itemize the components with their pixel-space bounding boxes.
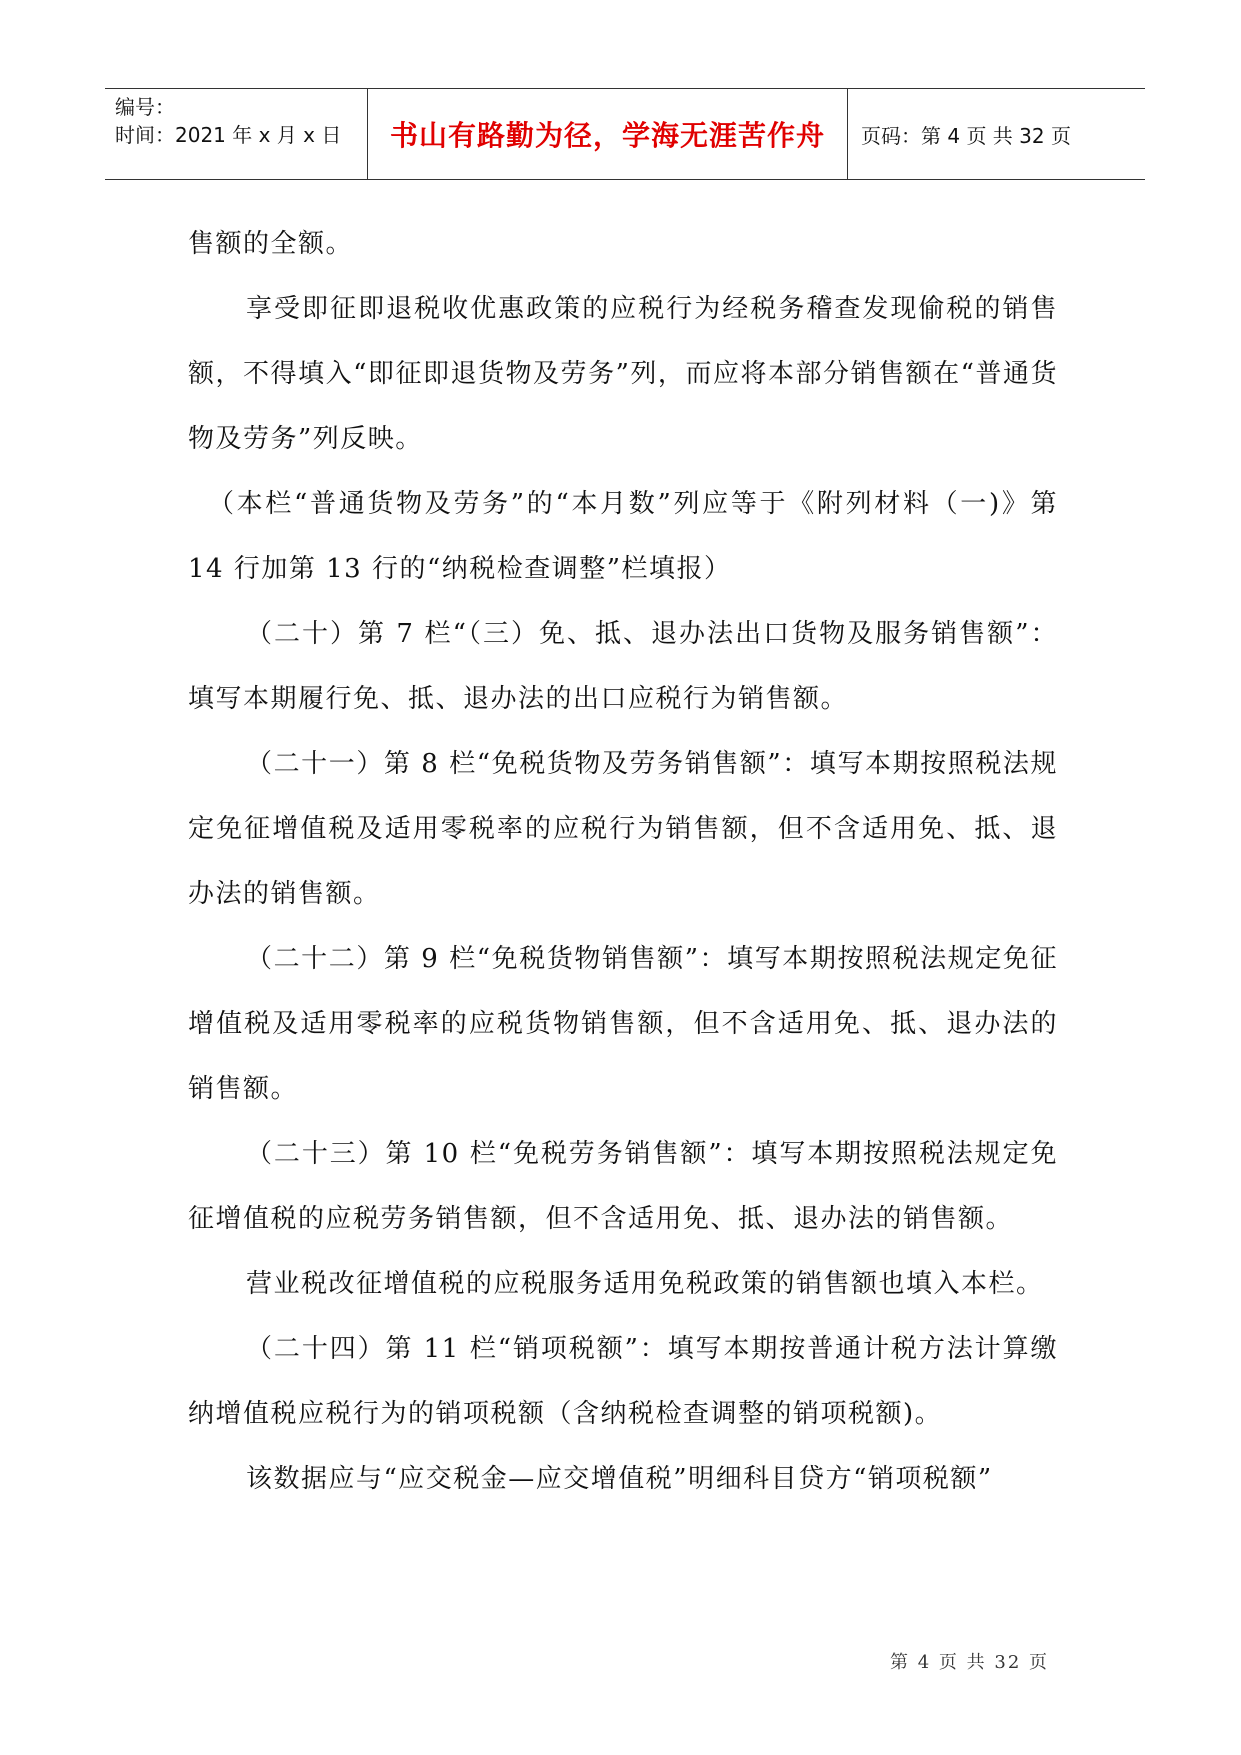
document-number-label: 编号： (115, 95, 175, 119)
page-header (105, 88, 1145, 180)
paragraph: （二十一）第 8 栏“免税货物及劳务销售额”：填写本期按照税法规定免征增值税及适用零税率的应税行为销售额，但不含适用免、抵、退办法的销售额。 (188, 749, 1058, 909)
paragraph: （二十四）第 11 栏“销项税额”：填写本期按普通计税方法计算缴纳增值税应税行为的销项税额（含纳税检查调整的销项税额)。 (188, 1334, 1058, 1429)
document-body (188, 212, 1058, 1512)
header-meta (115, 93, 365, 149)
paragraph: 该数据应与“应交税金—应交增值税”明细科目贷方“销项税额” (246, 1464, 993, 1494)
paragraph: 享受即征即退税收优惠政策的应税行为经税务稽查发现偷税的销售额，不得填入“即征即退货物及劳务”列，而应将本部分销售额在“普通货物及劳务”列反映。 (188, 294, 1058, 454)
document-time-label: 时间：2021 年 x 月 x 日 (115, 123, 342, 147)
paragraph: 售额的全额。 (188, 229, 354, 259)
paragraph: （二十二）第 9 栏“免税货物销售额”：填写本期按照税法规定免征增值税及适用零税率的应税货物销售额，但不含适用免、抵、退办法的销售额。 (188, 944, 1058, 1104)
paragraph: （二十）第 7 栏“（三）免、抵、退办法出口货物及服务销售额”：填写本期履行免、抵、退办法的出口应税行为销售额。 (188, 619, 1058, 714)
paragraph: （二十三）第 10 栏“免税劳务销售额”：填写本期按照税法规定免征增值税的应税劳务销售额，但不含适用免、抵、退办法的销售额。 (188, 1139, 1058, 1234)
paragraph: 营业税改征增值税的应税服务适用免税政策的销售额也填入本栏。 (246, 1269, 1044, 1299)
page-footer: 第 4 页 共 32 页 (890, 1652, 1049, 1673)
paragraph: （本栏“普通货物及劳务”的“本月数”列应等于《附列材料（一)》第 14 行加第 13 行的“纳税检查调整”栏填报） (188, 489, 1058, 584)
header-page-info: 页码：第 4 页 共 32 页 (861, 123, 1071, 148)
header-motto: 书山有路勤为径，学海无涯苦作舟 (389, 119, 825, 152)
header-divider (847, 89, 848, 179)
